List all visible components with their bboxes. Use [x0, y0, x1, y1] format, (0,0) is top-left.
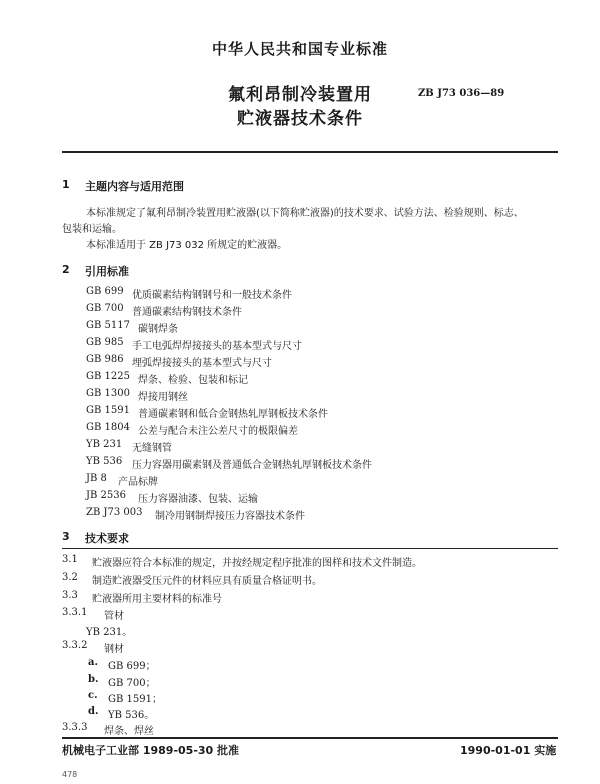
- reference-name: 无缝钢管: [132, 443, 172, 454]
- reference-code: ZB J73 003: [86, 507, 143, 518]
- reference-code: GB 986: [86, 354, 124, 365]
- standard-code: ZB J73 036—89: [418, 88, 505, 99]
- list-item: YB 536。: [108, 710, 155, 721]
- section-3-number: 3: [62, 530, 70, 543]
- footer-divider: [62, 737, 558, 739]
- list-item: GB 1591；: [108, 694, 162, 705]
- reference-code: GB 1591: [86, 405, 130, 416]
- section-2-number: 2: [62, 263, 70, 276]
- reference-code: YB 536: [86, 456, 123, 467]
- clause-3-3-text: 贮液器所用主要材料的标准号: [92, 594, 222, 605]
- reference-name: 焊条、检验、包装和标记: [138, 375, 248, 386]
- reference-code: GB 1225: [86, 371, 130, 382]
- clause-3-3-number: 3.3: [62, 590, 78, 601]
- reference-code: YB 231: [86, 439, 123, 450]
- reference-code: JB 8: [86, 473, 107, 484]
- clause-3-3-2-title: 钢材: [104, 644, 124, 655]
- reference-name: 普通碳素钢和低合金钢热轧厚钢板技术条件: [138, 409, 328, 420]
- clause-3-3-1-title: 管材: [104, 611, 124, 622]
- approval-line: 机械电子工业部 1989-05-30 批准: [62, 744, 240, 757]
- reference-code: GB 1804: [86, 422, 130, 433]
- reference-name: 焊接用钢丝: [138, 392, 188, 403]
- section-1-paragraph-1-cont: 包装和运输。: [62, 224, 122, 235]
- reference-code: GB 5117: [86, 320, 130, 331]
- reference-code: GB 1300: [86, 388, 130, 399]
- section-2-title: 引用标准: [85, 265, 129, 278]
- clause-3-3-3-number: 3.3.3: [62, 722, 88, 733]
- clause-3-3-1-value: YB 231。: [86, 627, 133, 638]
- reference-name: 公差与配合未注公差尺寸的极限偏差: [138, 426, 298, 437]
- reference-name: 产品标牌: [118, 477, 158, 488]
- section-1-paragraph-1: 本标准规定了氟利昂制冷装置用贮液器(以下简称贮液器)的技术要求、试验方法、检验规则、标志、: [86, 208, 524, 219]
- reference-name: 埋弧焊接接头的基本型式与尺寸: [132, 358, 272, 369]
- list-marker: a.: [88, 657, 98, 668]
- clause-3-3-1-number: 3.3.1: [62, 607, 88, 618]
- page-number: 478: [62, 770, 78, 779]
- standard-header: 中华人民共和国专业标准: [211, 40, 388, 58]
- reference-name: 压力容器用碳素钢及普通低合金钢热轧厚钢板技术条件: [132, 460, 372, 471]
- reference-name: 手工电弧焊焊接接头的基本型式与尺寸: [132, 341, 302, 352]
- reference-code: GB 700: [86, 303, 124, 314]
- section-3-title: 技术要求: [85, 532, 129, 545]
- reference-code: GB 699: [86, 286, 124, 297]
- implementation-date: 1990-01-01 实施: [460, 744, 557, 757]
- reference-name: 制冷用钢制焊接压力容器技术条件: [155, 511, 305, 522]
- section-1-title: 主题内容与适用范围: [85, 180, 184, 193]
- list-item: GB 700；: [108, 678, 156, 689]
- reference-code: JB 2536: [86, 490, 126, 501]
- clause-3-3-3-title: 焊条、焊丝: [104, 726, 154, 737]
- section-3-divider: [62, 548, 558, 549]
- document-title-line2: 贮液器技术条件: [237, 109, 363, 129]
- list-marker: c.: [88, 690, 98, 701]
- list-marker: b.: [88, 674, 99, 685]
- list-marker: d.: [88, 706, 99, 717]
- clause-3-1-text: 贮液器应符合本标准的规定，并按经规定程序批准的图样和技术文件制造。: [92, 558, 422, 569]
- header-divider: [62, 151, 558, 153]
- clause-3-2-number: 3.2: [62, 572, 78, 583]
- document-title-line1: 氟利昂制冷装置用: [228, 85, 372, 105]
- reference-name: 压力容器油漆、包装、运输: [138, 494, 258, 505]
- reference-code: GB 985: [86, 337, 124, 348]
- list-item: GB 699；: [108, 661, 156, 672]
- section-1-paragraph-2: 本标准适用于 ZB J73 032 所规定的贮液器。: [86, 240, 288, 251]
- reference-name: 优质碳素结构钢钢号和一般技术条件: [132, 290, 292, 301]
- reference-name: 普通碳素结构钢技术条件: [132, 307, 242, 318]
- reference-name: 碳钢焊条: [138, 324, 178, 335]
- clause-3-2-text: 制造贮液器受压元件的材料应具有质量合格证明书。: [92, 576, 322, 587]
- section-1-number: 1: [62, 178, 70, 191]
- clause-3-3-2-number: 3.3.2: [62, 640, 88, 651]
- clause-3-1-number: 3.1: [62, 554, 78, 565]
